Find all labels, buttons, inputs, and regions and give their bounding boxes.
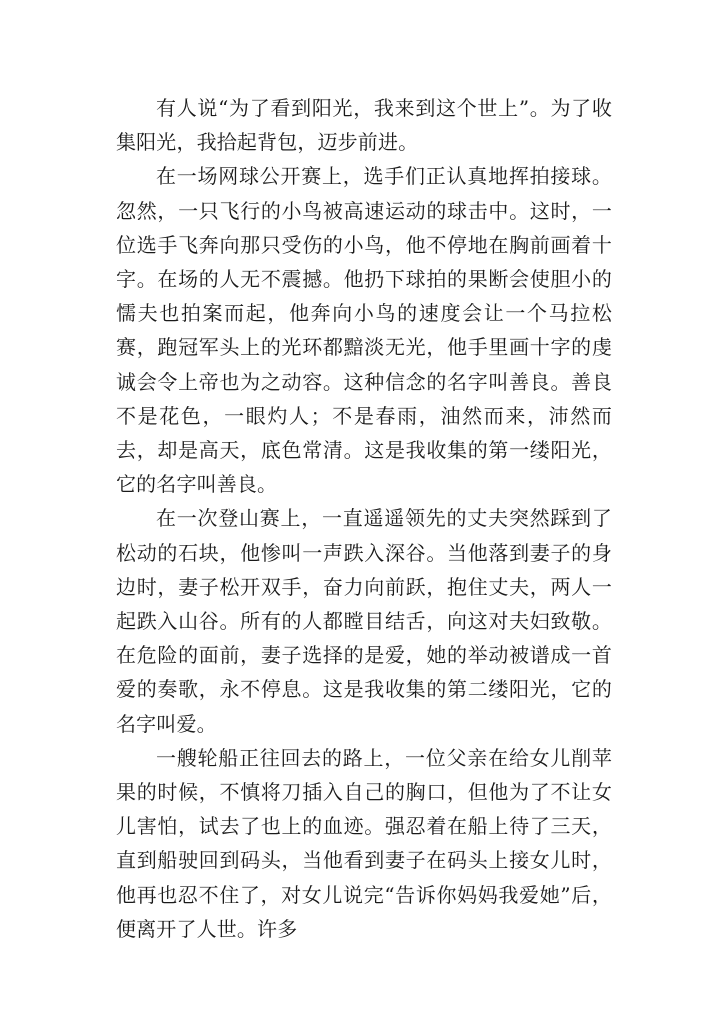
paragraph-3: 在一次登山赛上，一直遥遥领先的丈夫突然踩到了松动的石块，他惨叫一声跌入深谷。当他落到妻子的身边时，妻子松开双手，奋力向前跃，抱住丈夫，两人一起跌入山谷。所有的人都瞠目结舌，向这对夫妇致敬。在危险的面前，妻子选择的是爱，她的举动被谱成一首爱的奏歌，永不停息。这是我收集的第二缕阳光，它的名字叫爱。 — [116, 506, 612, 736]
essay-body — [116, 91, 612, 946]
paragraph-1: 有人说“为了看到阳光，我来到这个世上”。为了收集阳光，我拾起背包，迈步前进。 — [116, 96, 612, 155]
paragraph-2: 在一场网球公开赛上，选手们正认真地挥拍接球。忽然，一只飞行的小鸟被高速运动的球击中。这时，一位选手飞奔向那只受伤的小鸟，他不停地在胸前画着十字。在场的人无不震撼。他扔下球拍的果断会使胆小的懦夫也拍案而起，他奔向小鸟的速度会让一个马拉松赛，跑冠军头上的光环都黯淡无光，他手里画十字的虔诚会令上帝也为之动容。这种信念的名字叫善良。善良不是花色，一眼灼人；不是春雨，油然而来，沛然而去，却是高天，底色常清。这是我收集的第一缕阳光，它的名字叫善良。 — [116, 164, 612, 497]
paragraph-4: 一艘轮船正往回去的路上，一位父亲在给女儿削苹果的时候，不慎将刀插入自己的胸口，但他为了不让女儿害怕，试去了也上的血迹。强忍着在船上待了三天，直到船驶回到码头，当他看到妻子在码头上接女儿时，他再也忍不住了，对女儿说完“告诉你妈妈我爱她”后，便离开了人世。许多 — [116, 745, 612, 941]
